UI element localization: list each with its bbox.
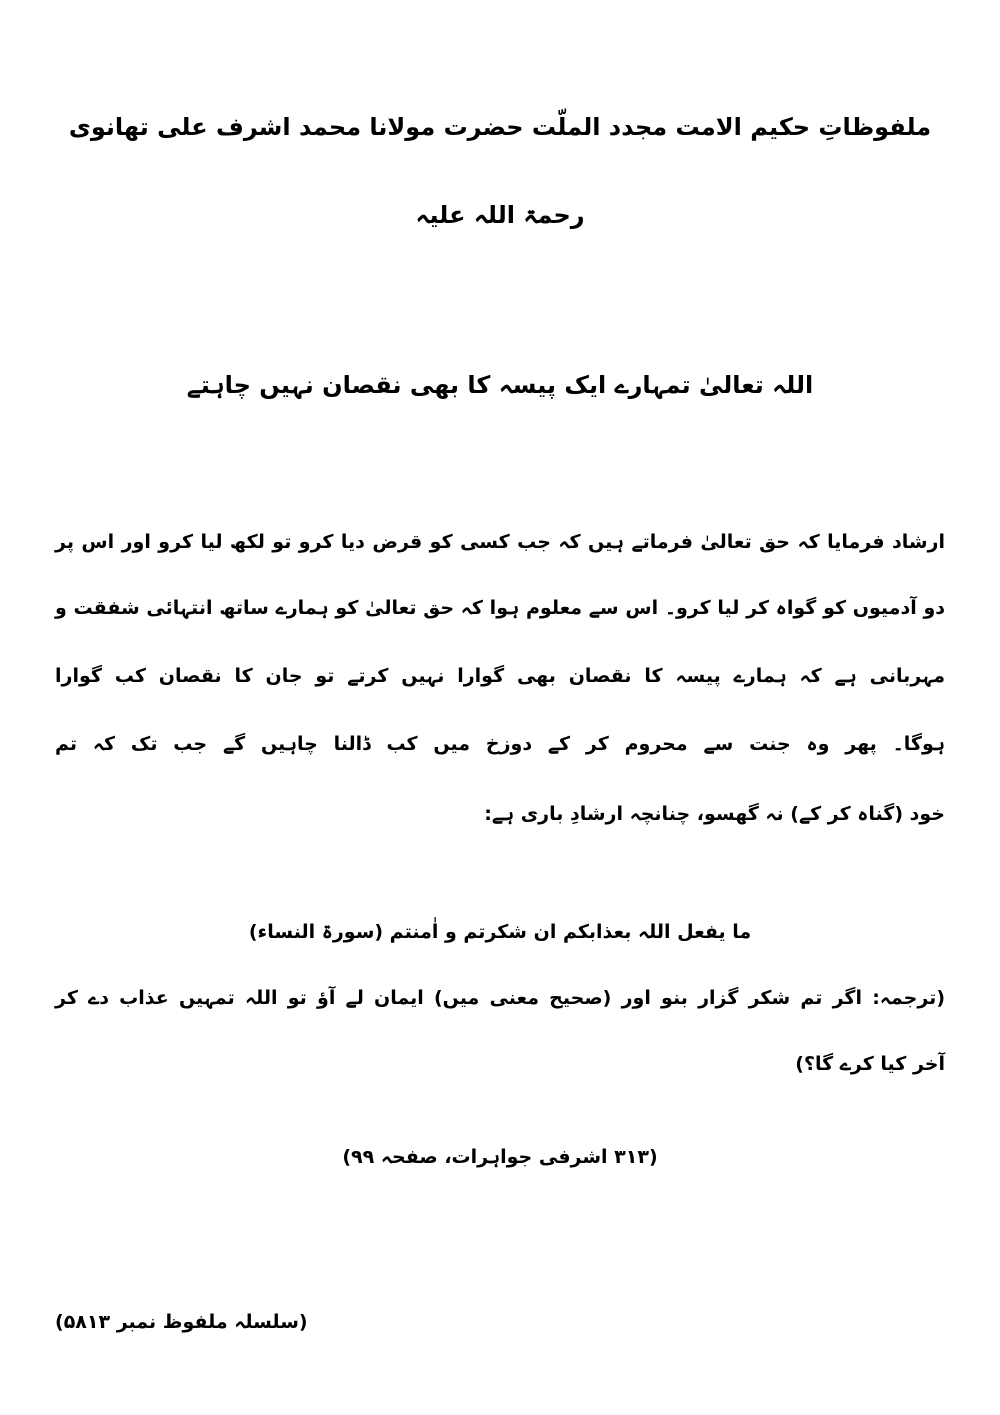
title-line-2: رحمۃ اللہ علیہ (415, 201, 585, 229)
body-line: دو آدمیوں کو گواہ کر لیا کرو۔ اس سے معلوم ہوا کہ حق تعالیٰ کو ہمارے ساتھ انتہائی شفقت و (55, 597, 945, 619)
body-line: ارشاد فرمایا کہ حق تعالیٰ فرماتے ہیں کہ جب کسی کو قرض دیا کرو تو لکھ لیا کرو اور اس پر (55, 531, 945, 553)
body-line: مہربانی ہے کہ ہمارے پیسہ کا نقصان بھی گوارا نہیں کرتے تو جان کا نقصان کب گوارا (55, 665, 945, 687)
translation-line: (ترجمہ: اگر تم شکر گزار بنو اور (صحیح معنی میں) ایمان لے آؤ تو اللہ تمہیں عذاب دے کر (55, 987, 945, 1009)
translation-line: آخر کیا کرے گا؟) (795, 1053, 945, 1075)
body-line: ہوگا۔ پھر وہ جنت سے محروم کر کے دوزخ میں کب ڈالنا چاہیں گے جب تک کہ تم (55, 733, 945, 755)
title-line-1: ملفوظاتِ حکیم الامت مجدد الملّت حضرت مولانا محمد اشرف علی تھانوی (68, 113, 932, 141)
heading: اللہ تعالیٰ تمہارے ایک پیسہ کا بھی نقصان نہیں چاہتے (186, 371, 814, 399)
reference: (۳۱۳ اشرفی جواہرات، صفحہ ۹۹) (342, 1146, 658, 1168)
body-line: خود (گناہ کر کے) نہ گھسو، چنانچہ ارشادِ باری ہے: (484, 803, 945, 825)
quran-verse: ما یفعل اللہ بعذابکم ان شکرتم و اٰمنتم (سورۃ النساء) (248, 921, 752, 943)
series-number: (سلسلہ ملفوظ نمبر ۵۸۱۳) (55, 1311, 308, 1333)
